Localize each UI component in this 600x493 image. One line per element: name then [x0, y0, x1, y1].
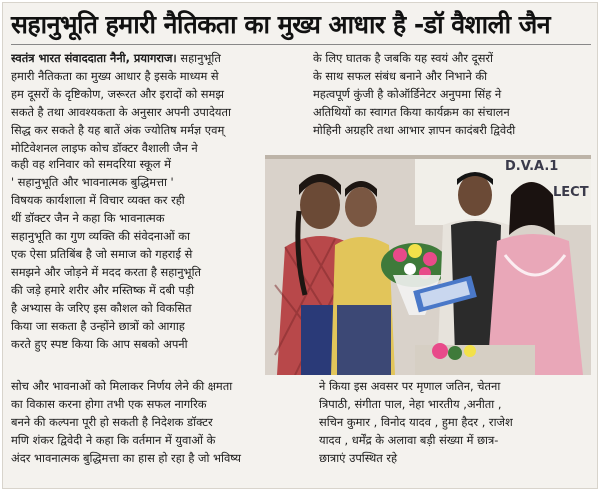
text-line: ' सहानुभूति और भावनात्मक बुद्धिमत्ता ' — [11, 175, 174, 189]
text-line: सोच और भावनाओं को मिलाकर निर्णय लेने की क्षमता — [11, 379, 233, 393]
text-line: महत्वपूर्ण कुंजी है कोऑर्डिनेटर अनुपमा सिंह ने — [313, 87, 502, 101]
text-line: के साथ सफल संबंध बनाने और निभाने की — [313, 69, 488, 83]
column-right-top — [313, 49, 593, 155]
newspaper-clipping — [2, 2, 598, 489]
text-line: विषयक कार्यशाला में विचार व्यक्त कर रही — [11, 193, 185, 207]
board-text-1: D.V.A.1 — [505, 159, 559, 174]
column-left-bottom — [11, 377, 311, 483]
text-line: हम दूसरों के दृष्टिकोण, जरूरत और इरादों को समझ — [11, 87, 224, 101]
text-line: यादव , धर्मेंद्र के अलावा बड़ी संख्या में छात्र- — [319, 433, 499, 447]
text-line: सकते है तथा आवश्यकता के अनुसार अपनी उपादेयता — [11, 105, 231, 119]
text-line: अतिथियों का स्वागत किया कार्यक्रम का संचालन — [313, 105, 510, 119]
text-line: त्रिपाठी, संगीता पाल, नेहा भारतीय ,अनीता , — [319, 397, 502, 411]
text-line: सहानुभूति का गुण व्यक्ति की संवेदनाओं का — [11, 229, 190, 243]
column-left-middle — [11, 155, 257, 377]
headline-rule — [11, 44, 591, 45]
text-line: करते हुए स्पष्ट किया कि आप सबको अपनी — [11, 337, 188, 351]
text-line: सहानुभूति — [180, 51, 221, 65]
text-line: का विकास करना होगा तभी एक सफल नागरिक — [11, 397, 207, 411]
text-line: सिद्ध कर सकते है यह बातें अंक ज्योतिष मर्मज्ञ एवम् — [11, 123, 225, 137]
text-line: मणि शंकर द्विवेदी ने कहा कि वर्तमान में युवाओं के — [11, 433, 216, 447]
text-line: कही वह शनिवार को समदरिया स्कूल में — [11, 157, 171, 171]
text-line: अंदर भावनात्मक बुद्धिमत्ता का हास हो रहा है जो भविष्य — [11, 451, 241, 465]
text-line: की जड़े हमारे शरीर और मस्तिष्क में दबी पड़ी — [11, 283, 195, 297]
column-right-bottom — [319, 377, 593, 483]
photo-illustration — [265, 155, 591, 375]
text-line: समझने और जोड़ने में मदद करता है सहानुभूति — [11, 265, 202, 279]
text-line: एक ऐसा प्रतिबिंब है जो समाज को गहराई से — [11, 247, 193, 261]
event-photo — [265, 155, 591, 375]
headline: सहानुभूति हमारी नैतिकता का मुख्य आधार है -डॉ वैशाली जैन — [11, 10, 551, 39]
text-line: के लिए घातक है जबकि यह स्वयं और दूसरों — [313, 51, 494, 65]
text-line: है अभ्यास के जरिए इस कौशल को विकसित — [11, 301, 192, 315]
text-line: किया जा सकता है उन्होंने छात्रों को आगाह — [11, 319, 185, 333]
text-line: सचिन कुमार , विनोद यादव , हुमा हैदर , राजेश — [319, 415, 513, 429]
column-left-top — [11, 49, 301, 155]
text-line: ने किया इस अवसर पर मृणाल जतिन, चेतना — [319, 379, 501, 393]
text-line: छात्राएं उपस्थित रहे — [319, 451, 398, 465]
table-flowers — [432, 343, 448, 359]
text-line: बनने की कल्पना पूरी हो सकती है निदेशक डॉक्टर — [11, 415, 213, 429]
text-line: मोटिवेशनल लाइफ कोच डॉक्टर वैशाली जैन ने — [11, 141, 198, 155]
text-line: हमारी नैतिकता का मुख्य आधार है इसके माध्यम से — [11, 69, 219, 83]
board-text-2: LECT — [553, 185, 589, 200]
text-line: मोहिनी अग्रहरि तथा आभार ज्ञापन कादंबरी द्विवेदी — [313, 123, 516, 137]
byline: स्वतंत्र भारत संवाददाता नैनी, प्रयागराज। — [11, 51, 177, 65]
text-line: थीं डॉक्टर जैन ने कहा कि भावनात्मक — [11, 211, 165, 225]
